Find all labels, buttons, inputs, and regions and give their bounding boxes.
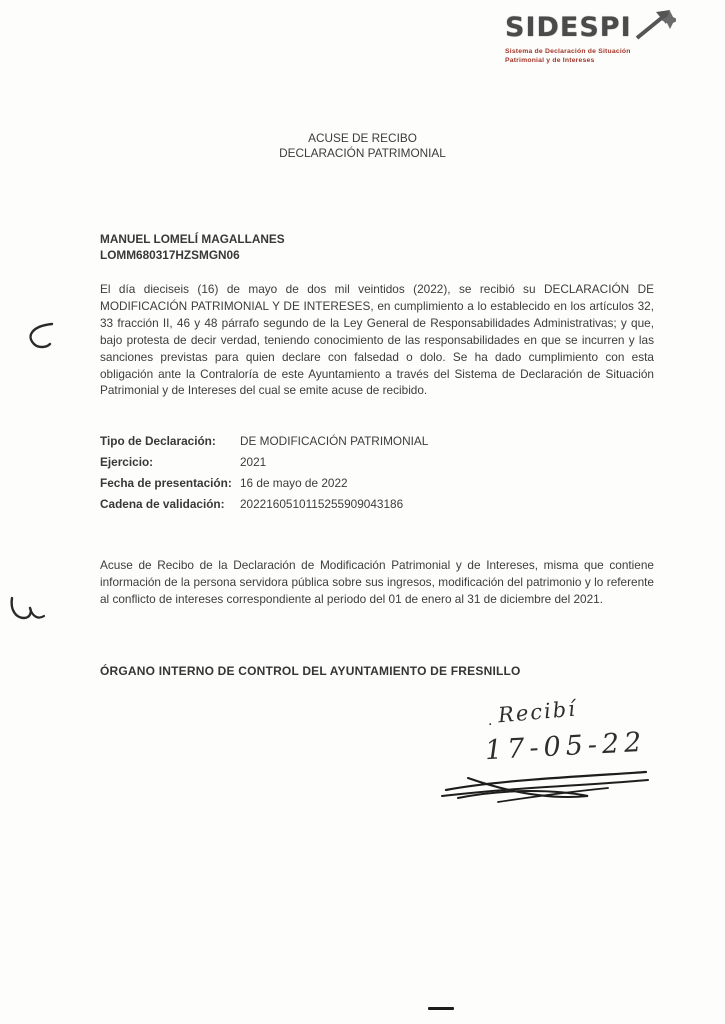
declaration-fields [100, 434, 654, 518]
handwritten-received: Recibí [497, 696, 578, 728]
scan-artifact [18, 318, 58, 359]
logo-subtitle-line2: Patrimonial y de Intereses [505, 57, 595, 64]
field-label: Ejercicio: [100, 455, 154, 469]
arrow-star-icon [634, 8, 676, 47]
field-value: 16 de mayo de 2022 [240, 476, 348, 490]
field-label: Cadena de validación: [100, 497, 225, 511]
declarant-name: MANUEL LOMELÍ MAGALLANES [100, 232, 285, 246]
field-value: 2022160510115255909043186 [240, 497, 404, 511]
scan-artifact [428, 1007, 454, 1010]
document-title [0, 131, 725, 161]
declarant-block [100, 232, 285, 263]
signature-scribble [438, 766, 653, 813]
title-line-1: ACUSE DE RECIBO [308, 131, 417, 145]
field-label: Fecha de presentación: [100, 476, 232, 490]
field-label: Tipo de Declaración: [100, 434, 216, 448]
handwritten-date: 17-05-22 [484, 726, 648, 767]
body-paragraph: El día dieciseis (16) de mayo de dos mil veintidos (2022), se recibió su DECLARACIÓN DE MODIFICACIÓN PATRIMONIAL Y DE INTERESES, en cumplimiento a lo establecido en los artículos 32, 33 fracción II, 46 y 48 párrafo segundo de la Ley General de Responsabilidades Administrativas; y que, bajo protesta de decir verdad, teniendo conocimiento de las responsabilidades en que se incurren y las sanciones previstas para quien declare con falsedad o dolo. Se ha dado cumplimiento con esta obligación ante la Contraloría de este Ayuntamiento a través del Sistema de Declaración de Situación Patrimonial y de Intereses del cual se emite acuse de recibido. [100, 282, 654, 398]
closing-paragraph: Acuse de Recibo de la Declaración de Modificación Patrimonial y de Intereses, misma que contiene información de la persona servidora pública sobre sus ingresos, modificación del patrimonio y lo referente al conflicto de intereses correspondiente al periodo del 01 de enero al 31 de diciembre del 2021. [100, 558, 654, 606]
field-row-cadena [100, 497, 654, 513]
field-value: DE MODIFICACIÓN PATRIMONIAL [240, 434, 429, 448]
org-heading: ÓRGANO INTERNO DE CONTROL DEL AYUNTAMIENTO DE FRESNILLO [100, 664, 521, 678]
handwritten-dot: . [488, 712, 493, 729]
logo-title: SIDESPI [505, 12, 632, 43]
sidespi-logo [505, 12, 695, 65]
scan-artifact [6, 590, 48, 635]
field-value: 2021 [240, 455, 267, 469]
field-row-tipo [100, 434, 654, 450]
declarant-id: LOMM680317HZSMGN06 [100, 247, 240, 262]
title-line-2: DECLARACIÓN PATRIMONIAL [279, 146, 446, 160]
field-row-ejercicio [100, 455, 654, 471]
field-row-fecha [100, 476, 654, 492]
logo-subtitle-line1: Sistema de Declaración de Situación [505, 48, 631, 55]
